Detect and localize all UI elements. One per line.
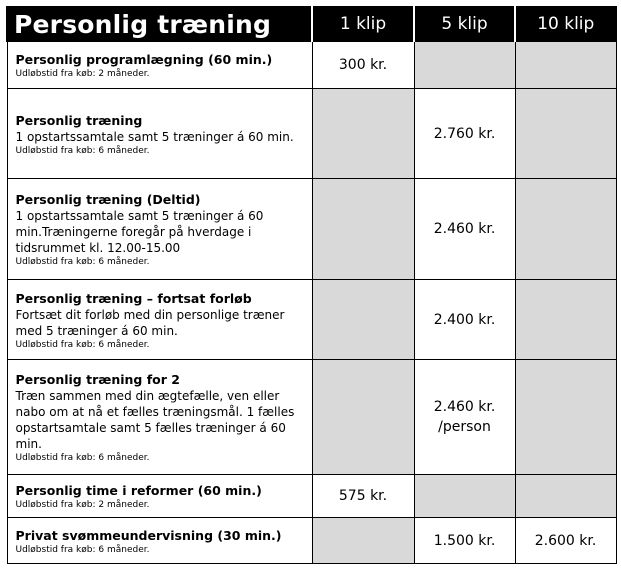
- row-description: [7, 89, 312, 179]
- price-10-klip: 2.600 kr.: [515, 518, 616, 564]
- header-10-klip: 10 klip: [515, 7, 616, 42]
- row-description: [7, 280, 312, 360]
- header-row: [7, 7, 616, 42]
- table-row: [7, 280, 616, 360]
- price-1-klip: 575 kr.: [312, 475, 414, 518]
- price-10-klip-empty: [515, 280, 616, 360]
- table-row: [7, 518, 616, 564]
- row-name: Personlig træning – fortsat forløb: [15, 290, 252, 306]
- price-5-klip: 1.500 kr.: [414, 518, 515, 564]
- table-row: [7, 89, 616, 179]
- price-5-klip-empty: [414, 42, 515, 89]
- row-description: [7, 179, 312, 280]
- row-text: 1 opstartssamtale samt 5 træninger á 60 min.: [15, 129, 294, 144]
- price-10-klip-empty: [515, 179, 616, 280]
- price-1-klip: 300 kr.: [312, 42, 414, 89]
- header-1-klip: 1 klip: [312, 7, 414, 42]
- price-value: 2.460 kr.: [433, 399, 496, 415]
- price-1-klip-empty: [312, 179, 414, 280]
- price-table-container: [6, 6, 617, 564]
- price-1-klip-empty: [312, 518, 414, 564]
- price-5-klip: 2.760 kr.: [414, 89, 515, 179]
- price-10-klip-empty: [515, 42, 616, 89]
- price-5-klip: 2.400 kr.: [414, 280, 515, 360]
- row-expiry: Udløbstid fra køb: 2 måneder.: [15, 500, 150, 510]
- row-description: [7, 475, 312, 518]
- price-5-klip: 2.460 kr.: [414, 179, 515, 280]
- row-expiry: Udløbstid fra køb: 2 måneder.: [15, 69, 150, 79]
- row-expiry: Udløbstid fra køb: 6 måneder.: [15, 145, 150, 156]
- row-name: Personlig programlægning (60 min.): [15, 52, 273, 67]
- row-name: Privat svømmeundervisning (30 min.): [15, 527, 282, 543]
- price-5-klip-empty: [414, 475, 515, 518]
- row-description: [7, 518, 312, 564]
- row-text: 1 opstartssamtale samt 5 træninger á 60 min.Træningerne foregår på hverdage i tidsrummet kl. 12.00-15.00: [15, 209, 264, 255]
- row-name: Personlig træning: [15, 112, 143, 128]
- table-row: [7, 475, 616, 518]
- price-5-klip: [414, 360, 515, 475]
- row-expiry: Udløbstid fra køb: 6 måneder.: [15, 544, 150, 555]
- header-5-klip: 5 klip: [414, 7, 515, 42]
- price-10-klip-empty: [515, 475, 616, 518]
- price-table: [6, 6, 617, 564]
- price-1-klip-empty: [312, 280, 414, 360]
- price-10-klip-empty: [515, 89, 616, 179]
- price-unit: /person: [438, 419, 491, 435]
- price-1-klip-empty: [312, 360, 414, 475]
- row-description: [7, 360, 312, 475]
- row-description: [7, 42, 312, 89]
- row-name: Personlig time i reformer (60 min.): [15, 483, 262, 498]
- row-expiry: Udløbstid fra køb: 6 måneder.: [15, 339, 150, 350]
- price-1-klip-empty: [312, 89, 414, 179]
- row-name: Personlig træning (Deltid): [15, 192, 201, 207]
- row-expiry: Udløbstid fra køb: 6 måneder.: [15, 257, 150, 267]
- row-expiry: Udløbstid fra køb: 6 måneder.: [15, 453, 150, 463]
- table-row: [7, 42, 616, 89]
- table-row: [7, 179, 616, 280]
- row-name: Personlig træning for 2: [15, 372, 180, 387]
- table-row: [7, 360, 616, 475]
- row-text: Træn sammen med din ægtefælle, ven eller nabo om at nå et fælles træningsmål. 1 fælles opstartsamtale samt 5 fælles træninger á 60 min.: [15, 389, 295, 451]
- price-10-klip-empty: [515, 360, 616, 475]
- row-text: Fortsæt dit forløb med din personlige træner med 5 træninger á 60 min.: [15, 307, 285, 338]
- table-title: Personlig træning: [7, 7, 312, 42]
